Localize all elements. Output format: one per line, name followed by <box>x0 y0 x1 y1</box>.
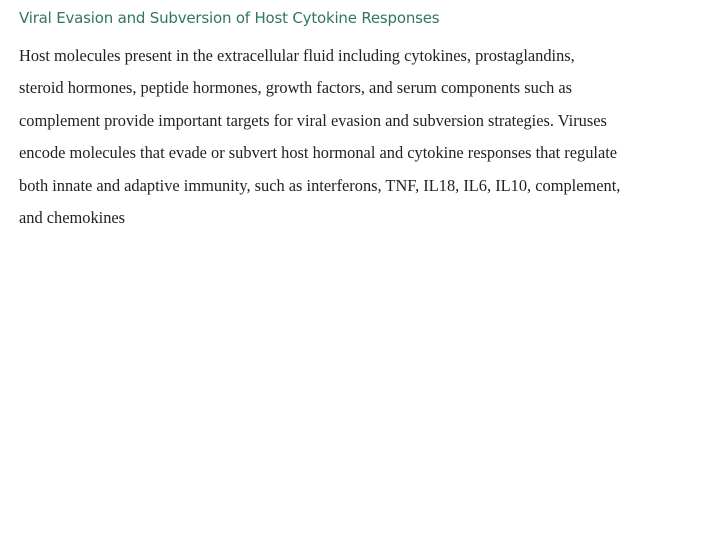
body-line: both innate and adaptive immunity, such as interferons, TNF, IL18, IL6, IL10, complement, <box>19 175 621 195</box>
slide-body-paragraph <box>19 40 691 234</box>
body-line: steroid hormones, peptide hormones, growth factors, and serum components such as <box>19 78 573 98</box>
slide-title: Viral Evasion and Subversion of Host Cytokine Responses <box>19 9 440 27</box>
body-line: encode molecules that evade or subvert host hormonal and cytokine responses that regulate <box>19 143 618 163</box>
body-line: complement provide important targets for viral evasion and subversion strategies. Viruses <box>19 110 607 130</box>
body-line: Host molecules present in the extracellular fluid including cytokines, prostaglandins, <box>19 46 575 65</box>
body-line: and chemokines <box>19 208 126 228</box>
